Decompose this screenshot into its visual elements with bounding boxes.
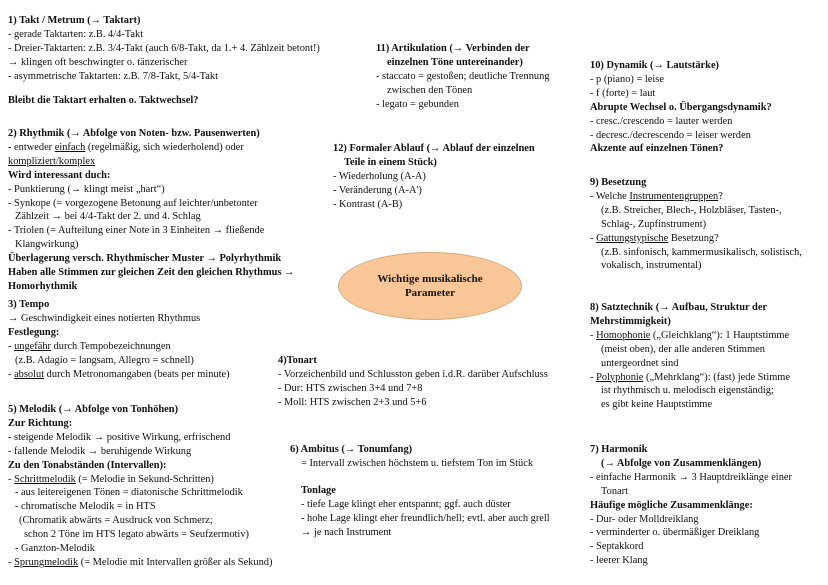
section-title: Teile in einem Stück) <box>344 156 437 168</box>
text-line: zwischen den Tönen <box>387 84 473 96</box>
section-title: 7) Harmonik <box>590 444 648 455</box>
section-title: 10) Dynamik (→ Lautstärke) <box>590 60 720 71</box>
text-line: → Geschwindigkeit eines notierten Rhythmus <box>8 312 201 324</box>
section-title: Mehrstimmigkeit) <box>590 315 671 327</box>
section-formaler-ablauf <box>333 142 535 212</box>
text-line: - Wiederholung (A-A) <box>333 170 426 182</box>
text-line: - asymmetrische Taktarten: z.B. 7/8-Takt, 5/4-Takt <box>8 70 218 82</box>
text-line: - Homophonie („Gleichklang“): 1 Hauptstimme <box>590 329 790 341</box>
text-line: - Synkope (= vorgezogene Betonung auf leichter/unbetonter <box>8 197 258 209</box>
section-title: 8) Satztechnik (→ Aufbau, Struktur der <box>590 302 768 313</box>
section-dynamik <box>590 59 772 156</box>
subheading: Akzente auf einzelnen Tönen? <box>590 143 724 155</box>
text-line: - staccato = gestoßen; deutliche Trennung <box>376 70 550 82</box>
text-line: vokalisch, instrumental) <box>601 260 702 272</box>
text-line: - entweder einfach (regelmäßig, sich wiederholend) oder <box>8 141 244 153</box>
text-line: (z.B. Adagio = langsam, Allegro = schnell) <box>15 354 194 366</box>
text-line: - leerer Klang <box>590 555 648 567</box>
subheading: Zur Richtung: <box>8 417 73 429</box>
section-tonart <box>278 354 548 410</box>
text-line: - gerade Taktarten: z.B. 4/4-Takt <box>8 28 144 40</box>
text-line: untergeordnet sind <box>601 357 679 369</box>
text-line: - chromatische Melodik = in HTS <box>15 501 156 513</box>
text-line: - einfache Harmonik → 3 Hauptdreiklänge einer <box>590 471 792 483</box>
section-title: 6) Ambitus (→ Tonumfang) <box>290 444 413 455</box>
section-title: 4)Tonart <box>278 355 317 366</box>
text-line: - fallende Melodik → beruhigende Wirkung <box>8 445 192 457</box>
text-line: - Ganzton-Melodik <box>15 543 95 555</box>
text-line: - verminderter o. übermäßiger Dreiklang <box>590 527 760 539</box>
text-line: - Septakkord <box>590 541 644 553</box>
text-line: - Vorzeichenbild und Schlusston geben i.d.R. darüber Aufschluss <box>278 368 548 380</box>
subheading: Haben alle Stimmen zur gleichen Zeit den gleichen Rhythmus → <box>8 267 295 279</box>
text-line: - p (piano) = leise <box>590 73 664 85</box>
text-line: - hohe Lage klingt eher freundlich/hell; evtl. aber auch grell <box>301 512 550 524</box>
text-line: - Kontrast (A-B) <box>333 198 403 210</box>
text-line: → klingen oft beschwingter o. tänzerischer <box>8 56 188 68</box>
subheading: Häufige mögliche Zusammenklänge: <box>590 499 753 511</box>
text-line: Klangwirkung) <box>15 239 79 251</box>
text-line: - Schrittmelodik (= Melodie in Sekund-Schritten) <box>8 473 214 485</box>
text-line: - ungefähr durch Tempobezeichnungen <box>8 340 171 352</box>
text-line: Zählzeit → bei 4/4-Takt der 2. und 4. Schlag <box>15 211 201 223</box>
section-title: 11) Artikulation (→ Verbinden der <box>376 43 530 54</box>
center-title-line: Wichtige musikalische <box>377 273 483 285</box>
subheading: Homorhythmik <box>8 280 78 292</box>
text-line: (meist oben), der alle anderen Stimmen <box>601 343 765 355</box>
section-title: 1) Takt / Metrum (→ Taktart) <box>8 15 141 26</box>
text-line: - Moll: HTS zwischen 2+3 und 5+6 <box>278 396 427 408</box>
subheading: Wird interessant duch: <box>8 169 111 181</box>
text-line: - steigende Melodik → positive Wirkung, erfrischend <box>8 431 231 443</box>
subheading: Abrupte Wechsel o. Übergangsdynamik? <box>590 101 772 113</box>
text-line: - Dur: HTS zwischen 3+4 und 7+8 <box>278 382 423 394</box>
section-title: 2) Rhythmik (→ Abfolge von Noten- bzw. Pausenwerten) <box>8 128 260 139</box>
section-artikulation <box>376 42 550 112</box>
subheading: Festlegung: <box>8 326 60 338</box>
text-line: - absolut durch Metronomangaben (beats per minute) <box>8 368 230 380</box>
section-harmonik <box>590 443 792 568</box>
text-line: - aus leitereigenen Tönen = diatonische Schrittmelodik <box>15 487 243 499</box>
section-subtitle: (→ Abfolge von Zusammenklängen) <box>601 457 762 469</box>
text-line: (z.B. Streicher, Blech-, Holzbläser, Tasten-, <box>601 204 782 216</box>
section-besetzung <box>590 176 802 273</box>
question-line: Bleibt die Taktart erhalten o. Taktwechsel? <box>8 94 199 106</box>
text-line: schon 2 Töne im HTS legato abwärts = Seufzermotiv) <box>24 529 249 541</box>
text-line: - legato = gebunden <box>376 98 459 110</box>
text-line: → je nach Instrument <box>301 526 392 538</box>
section-title: 9) Besetzung <box>590 177 647 188</box>
text-line: - Sprungmelodik (= Melodie mit Intervallen größer als Sekund) <box>8 556 273 568</box>
section-melodik <box>8 403 272 570</box>
section-title: 3) Tempo <box>8 299 50 310</box>
text-line: - Triolen (= Aufteilung einer Note in 3 Einheiten → fließende <box>8 225 265 237</box>
subheading: Überlagerung versch. Rhythmischer Muster → Polyrhythmik <box>8 253 282 265</box>
section-title: 5) Melodik (→ Abfolge von Tonhöhen) <box>8 404 179 415</box>
text-line: - Dur- oder Molldreiklang <box>590 513 699 525</box>
text-line: - Welche Instrumentengruppen? <box>590 190 723 202</box>
text-line: - Gattungstypische Besetzung? <box>590 232 719 244</box>
text-line: - Punktierung (→ klingt meist „hart“) <box>8 183 165 195</box>
text-line: ist rhythmisch u. melodisch eigenständig; <box>601 385 774 397</box>
center-title-line: Parameter <box>404 287 456 299</box>
text-line: kompliziert/komplex <box>8 155 96 167</box>
section-satztechnik <box>590 301 790 412</box>
text-line: = Intervall zwischen höchstem u. tiefstem Ton im Stück <box>301 457 534 469</box>
text-line: (z.B. sinfonisch, kammermusikalisch, solistisch, <box>601 246 802 258</box>
section-rhythmik <box>8 127 294 294</box>
text-line: - decresc./decrescendo = leiser werden <box>590 129 751 141</box>
section-ambitus <box>290 443 550 539</box>
section-takt <box>8 14 320 107</box>
section-title: 12) Formaler Ablauf (→ Ablauf der einzelnen <box>333 143 535 154</box>
text-line: - Veränderung (A-A') <box>333 184 422 196</box>
subheading: Tonlage <box>301 484 336 496</box>
text-line: - Dreier-Taktarten: z.B. 3/4-Takt (auch 6/8-Takt, da 1.+ 4. Zählzeit betont!) <box>8 42 320 54</box>
text-line: es gibt keine Hauptstimme <box>601 399 713 411</box>
text-line: - cresc./crescendo = lauter werden <box>590 115 733 127</box>
text-line: Tonart <box>601 485 628 497</box>
text-line: Schlag-, Zupfinstrument) <box>601 218 707 230</box>
text-line: - Polyphonie („Mehrklang“): (fast) jede Stimme <box>590 371 790 383</box>
text-line: - f (forte) = laut <box>590 87 656 99</box>
subheading: Zu den Tonabständen (Intervallen): <box>8 459 167 471</box>
section-tempo <box>8 298 230 381</box>
section-title: einzelnen Töne untereinander) <box>387 56 523 68</box>
center-title-ellipse <box>338 252 522 320</box>
text-line: (Chromatik abwärts = Ausdruck von Schmerz; <box>19 515 213 527</box>
text-line: - tiefe Lage klingt eher entspannt; ggf. auch düster <box>301 498 511 510</box>
